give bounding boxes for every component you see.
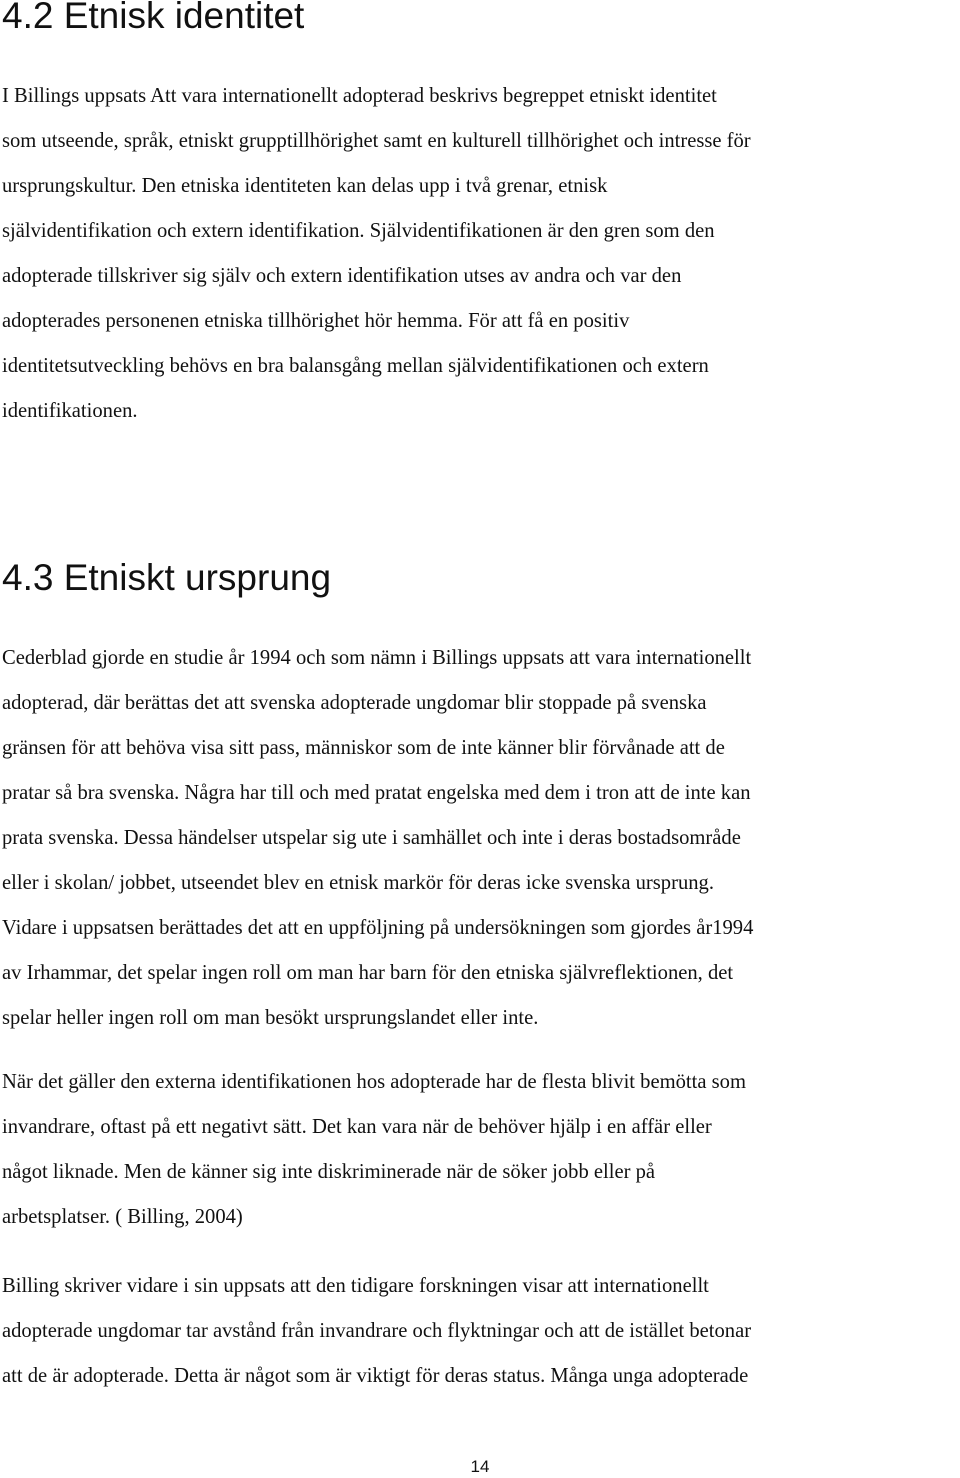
paragraph-extern-identifikation: När det gäller den externa identifikationen hos adopterade har de flesta blivit bemötta som invandrare, oftast på ett negativt sätt. Det kan vara när de behöver hjälp i en affär eller något liknade. Men de känner sig inte diskriminerade när de söker jobb eller på arbetsplatser. ( Billing, 2004): [2, 1071, 746, 1228]
section-heading-etniskt-ursprung: 4.3 Etniskt ursprung: [2, 557, 332, 598]
paragraph-tidigare-forskning: Billing skriver vidare i sin uppsats att den tidigare forskningen visar att internationellt adopterade ungdomar tar avstånd från invandrare och flyktningar och att de istället betonar att de är adopterade. Detta är något som är viktigt för deras status. Många unga adopterade: [2, 1275, 752, 1387]
paragraph-etnisk-identitet: I Billings uppsats Att vara internationellt adopterad beskrivs begreppet etniskt identitet som utseende, språk, etniskt grupptillhörighet samt en kulturell tillhörighet och intresse för ursprungskultur. Den etniska identiteten kan delas upp i två grenar, etnisk självidentifikation och extern identifikation. Självidentifikationen är den gren som den adopterade tillskriver sig själv och extern identifikation utses av andra och var den adopterades personenen etniska tillhörighet hör hemma. För att få en positiv identitetsutveckling behövs en bra balansgång mellan självidentifikationen och extern identifikationen.: [2, 85, 751, 422]
section-heading-etnisk-identitet: 4.2 Etnisk identitet: [2, 0, 305, 36]
paragraph-cederblad-studie: Cederblad gjorde en studie år 1994 och som nämn i Billings uppsats att vara internationellt adopterad, där berättas det att svenska adopterade ungdomar blir stoppade på svenska gränsen för att behöva visa sitt pass, människor som de inte känner blir förvånade att de pratar så bra svenska. Några har till och med pratat engelska med dem i tron att de inte kan prata svenska. Dessa händelser utspelar sig ute i samhället och inte i deras bostadsområde eller i skolan/ jobbet, utseendet blev en etnisk markör för deras icke svenska ursprung. Vidare i uppsatsen berättades det att en uppföljning på undersökningen som gjordes år1994 av Irhammar, det spelar ingen roll om man har barn för den etniska självreflektionen, det spelar heller ingen roll om man besökt ursprungslandet eller inte.: [2, 647, 754, 1029]
page-number: 14: [470, 1457, 490, 1476]
